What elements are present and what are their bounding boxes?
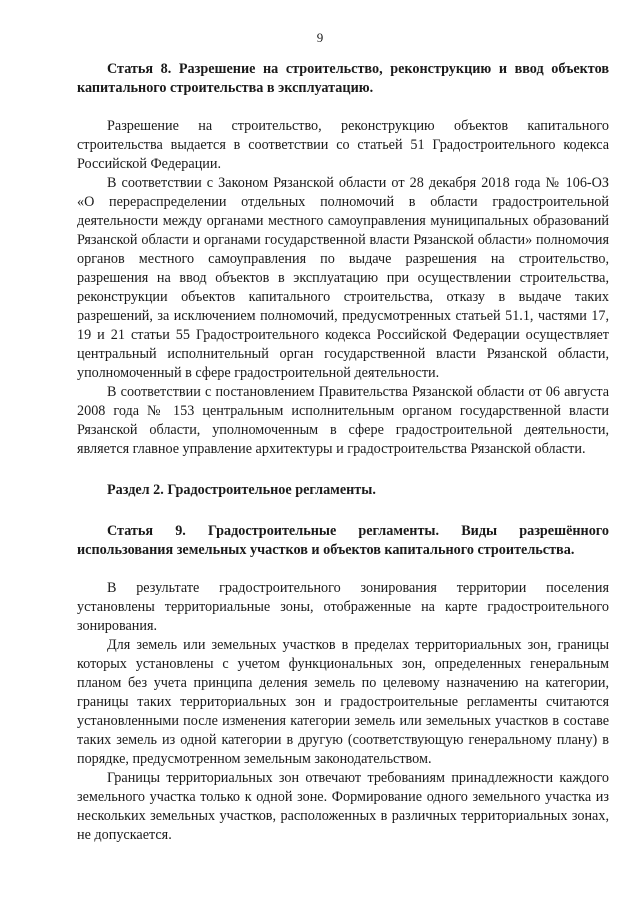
article-8-paragraph: В соответствии с постановлением Правительства Рязанской области от 06 августа 2008 года № 153 центральным исполнительным органом государственной власти Рязанской области, уполномоченным в сфере градостроительной деятельности, является главное управление архитектуры и градостроительства Рязанской области. <box>77 384 609 457</box>
page-number: 9 <box>316 30 324 45</box>
article-9-paragraph: Границы территориальных зон отвечают требованиям принадлежности каждого земельного участка только к одной зоне. Формирование одного земельного участка из нескольких земельных участков, расположенных в различных территориальных зонах, не допускается. <box>77 770 609 843</box>
article-9-heading: Статья 9. Градостроительные регламенты. Виды разрешённого использования земельных участков и объектов капитального строительства. <box>77 523 609 558</box>
article-9-paragraph: В результате градостроительного зонирования территории поселения установлены территориальные зоны, отображенные на карте градостроительного зонирования. <box>77 580 609 634</box>
article-8-paragraph: Разрешение на строительство, реконструкцию объектов капитального строительства выдается в соответствии со статьей 51 Градостроительного кодекса Российской Федерации. <box>77 118 609 172</box>
article-8-paragraph: В соответствии с Законом Рязанской области от 28 декабря 2018 года № 106-ОЗ «О перераспределении отдельных полномочий в области градостроительной деятельности между органами местного самоуправления муниципальных образований Рязанской области и органами государственной власти Рязанской области» полномочия органов местного самоуправления по выдаче разрешения на строительство, разрешения на ввод объектов в эксплуатацию при осуществлении строительства, реконструкции объектов капитального строительства, отказу в выдаче таких разрешений, за исключением полномочий, предусмотренных статьей 51.1, частями 17, 19 и 21 статьи 55 Градостроительного кодекса Российской Федерации осуществляет центральный исполнительный орган государственной власти Рязанской области, уполномоченный в сфере градостроительной деятельности. <box>77 175 609 381</box>
article-8-heading: Статья 8. Разрешение на строительство, реконструкцию и ввод объектов капитального строительства в эксплуатацию. <box>77 61 609 96</box>
document-body <box>77 60 609 845</box>
article-9-paragraph: Для земель или земельных участков в пределах территориальных зон, границы которых установлены с учетом функциональных зон, определенных генеральным планом без учета принципа деления земель по целевому назначению на категории, границы таких территориальных зон и градостроительные регламенты считаются установленными после изменения категории земель или земельных участков в составе таких земель из одной категории в другую (соответствующую генеральному плану) в порядке, предусмотренном земельным законодательством. <box>77 637 609 767</box>
section-2-heading: Раздел 2. Градостроительное регламенты. <box>107 482 376 498</box>
